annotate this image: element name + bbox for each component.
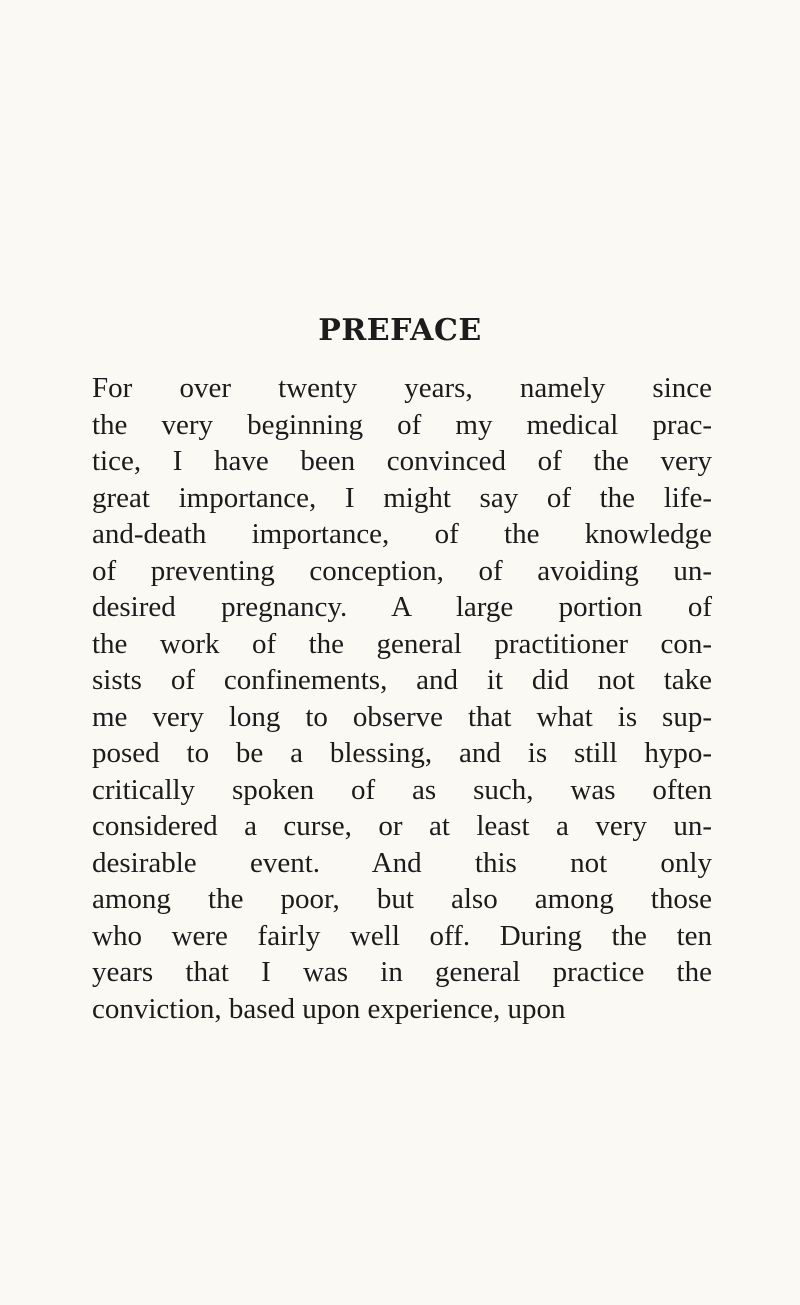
text-line: desired pregnancy. A large portion of bbox=[92, 591, 712, 623]
text-line: the very beginning of my medical prac- bbox=[92, 408, 712, 441]
text-line: sists of confinements, and it did not take bbox=[92, 664, 712, 696]
text-line: great importance, I might say of the life- bbox=[92, 481, 712, 514]
text-line: desirable event. And this not only bbox=[92, 846, 712, 879]
body-paragraph bbox=[92, 370, 712, 1027]
text-line: the work of the general practitioner con- bbox=[92, 627, 712, 660]
chapter-heading: PREFACE bbox=[318, 313, 482, 348]
text-line: conviction, based upon experience, upon bbox=[92, 992, 566, 1025]
text-line: years that I was in general practice the bbox=[92, 956, 712, 988]
text-line: among the poor, but also among those bbox=[92, 883, 712, 915]
text-line: me very long to observe that what is sup- bbox=[92, 700, 712, 733]
text-line: critically spoken of as such, was often bbox=[92, 773, 712, 806]
text-line: For over twenty years, namely since bbox=[92, 372, 712, 404]
text-line: considered a curse, or at least a very un- bbox=[92, 810, 712, 842]
text-line: posed to be a blessing, and is still hypo- bbox=[92, 737, 712, 769]
text-line: tice, I have been convinced of the very bbox=[92, 445, 712, 477]
text-line: and-death importance, of the knowledge bbox=[92, 518, 712, 550]
text-line: of preventing conception, of avoiding un- bbox=[92, 554, 712, 587]
text-line: who were fairly well off. During the ten bbox=[92, 919, 712, 952]
